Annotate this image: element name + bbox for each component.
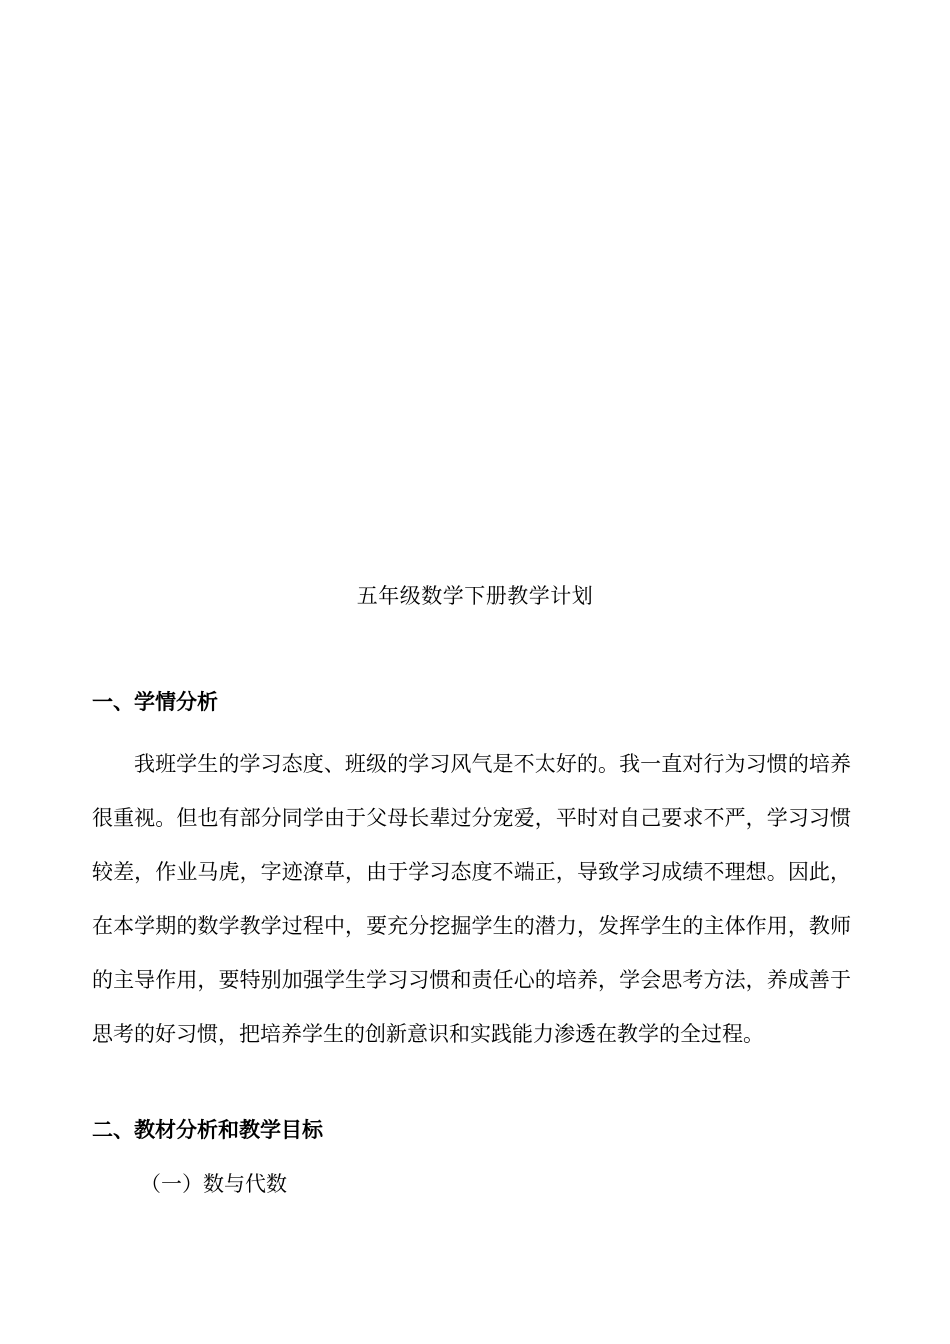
- section-heading-textbook-analysis: 二、教材分析和教学目标: [92, 1118, 323, 1142]
- document-title: 五年级数学下册教学计划: [356, 584, 594, 608]
- learning-analysis-paragraph: 我班学生的学习态度、班级的学习风气是不太好的。我一直对行为习惯的培养很重视。但也有部分同学由于父母长辈过分宠爱，平时对自己要求不严，学习习惯较差，作业马虎，字迹潦草，由于学习态度不端正，导致学习成绩不理想。因此，在本学期的数学教学过程中，要充分挖掘学生的潜力，发挥学生的主体作用，教师的主导作用，要特别加强学生学习习惯和责任心的培养，学会思考方法，养成善于思考的好习惯，把培养学生的创新意识和实践能力渗透在教学的全过程。: [92, 752, 851, 1046]
- subheading-numbers-algebra: （一）数与代数: [140, 1172, 287, 1196]
- section-heading-learning-analysis: 一、学情分析: [92, 690, 218, 714]
